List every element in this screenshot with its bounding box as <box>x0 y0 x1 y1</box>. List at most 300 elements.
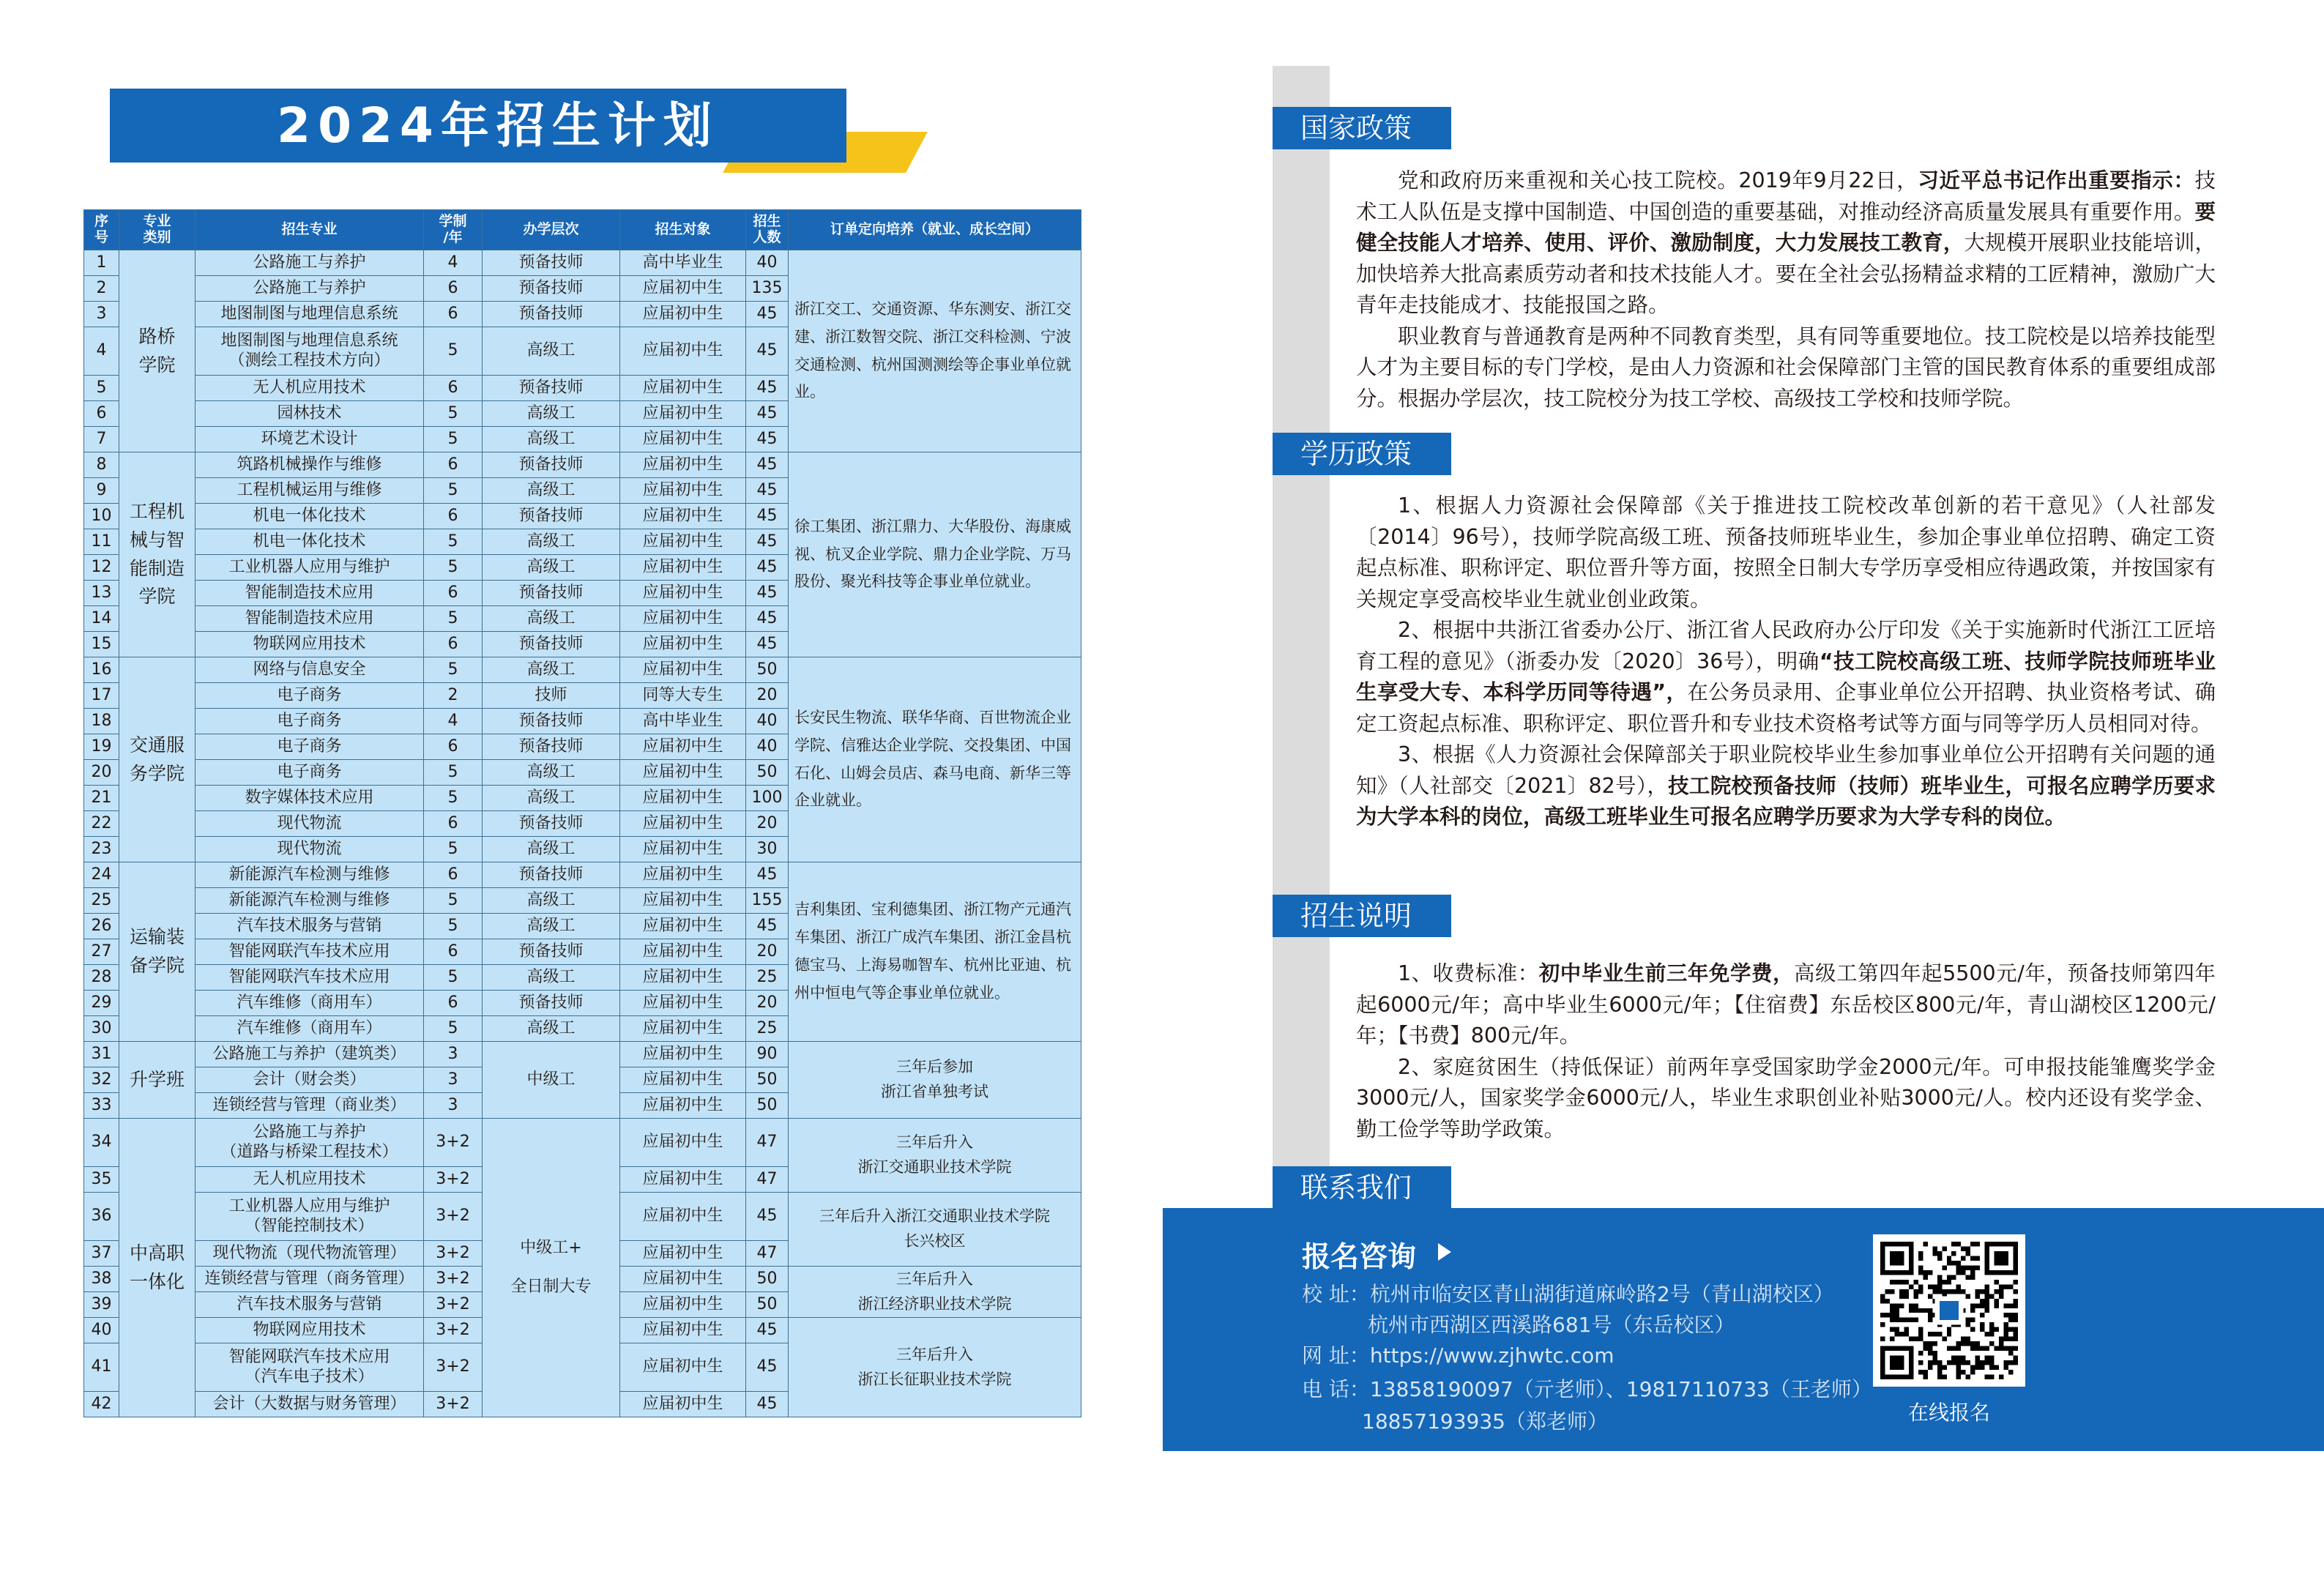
phone-label: 电 话： <box>1302 1377 1370 1401</box>
major-cell: 新能源汽车检测与维修 <box>195 862 424 888</box>
paragraph <box>1356 491 2216 615</box>
table-row <box>84 452 1081 478</box>
years-cell: 6 <box>424 504 483 529</box>
level-cell: 预备技师 <box>483 632 620 657</box>
major-cell: 筑路机械操作与维修 <box>195 452 424 478</box>
training-cell: 三年后升入浙江交通职业技术学院 长兴校区 <box>789 1193 1081 1267</box>
row-number: 38 <box>84 1267 119 1292</box>
target-cell: 应届初中生 <box>620 1343 746 1392</box>
target-cell: 应届初中生 <box>620 1267 746 1292</box>
target-cell: 应届初中生 <box>620 837 746 862</box>
emphasis-text: 技工院校预备技师（技师）班毕业生，可报名应聘学历要求为大学本科的岗位，高级工班毕业生可报名应聘学历要求为大学专科的岗位。 <box>1356 773 2216 829</box>
row-number: 4 <box>84 327 119 376</box>
row-number: 27 <box>84 939 119 965</box>
table-header-cell: 专业 类别 <box>119 210 195 250</box>
row-number: 24 <box>84 862 119 888</box>
page-title: 2024年招生计划 <box>277 97 719 154</box>
training-cell: 浙江交工、交通资源、华东测安、浙江交建、浙江数智交院、浙江交科检测、宁波交通检测、杭州国测测绘等企事业单位就业。 <box>789 250 1081 452</box>
years-cell: 3+2 <box>424 1292 483 1318</box>
level-cell: 高级工 <box>483 606 620 632</box>
count-cell: 45 <box>746 1318 789 1343</box>
count-cell: 155 <box>746 888 789 914</box>
years-cell: 5 <box>424 529 483 555</box>
contact-heading: 报名咨询 <box>1302 1241 1417 1274</box>
count-cell: 135 <box>746 276 789 302</box>
years-cell: 4 <box>424 709 483 734</box>
years-cell: 3 <box>424 1093 483 1119</box>
years-cell: 6 <box>424 452 483 478</box>
target-cell: 应届初中生 <box>620 760 746 786</box>
body-text: 2、家庭贫困生（持低保证）前两年享受国家助学金2000元/年。可申报技能雏鹰奖学金3000元/人，国家奖学金6000元/人，毕业生求职创业补贴3000元/人。校内还设有奖学金、勤工俭学等助学政策。 <box>1356 1054 2216 1141</box>
count-cell: 20 <box>746 811 789 837</box>
years-cell: 6 <box>424 862 483 888</box>
count-cell: 45 <box>746 606 789 632</box>
level-cell: 预备技师 <box>483 452 620 478</box>
table-header-cell: 办学层次 <box>483 210 620 250</box>
years-cell: 5 <box>424 965 483 991</box>
target-cell: 应届初中生 <box>620 657 746 683</box>
training-cell: 吉利集团、宝利德集团、浙江物产元通汽车集团、浙江广成汽车集团、浙江金昌杭德宝马、上海易咖智车、杭州比亚迪、杭州中恒电气等企事业单位就业。 <box>789 862 1081 1042</box>
major-cell: 智能网联汽车技术应用 <box>195 939 424 965</box>
table-header-row <box>84 210 1081 250</box>
target-cell: 应届初中生 <box>620 862 746 888</box>
row-number: 19 <box>84 734 119 760</box>
major-cell: 现代物流（现代物流管理） <box>195 1241 424 1267</box>
level-cell: 预备技师 <box>483 250 620 276</box>
row-number: 2 <box>84 276 119 302</box>
years-cell: 6 <box>424 376 483 401</box>
section-tab-admission-notes: 招生说明 <box>1273 895 1451 937</box>
row-number: 21 <box>84 786 119 811</box>
major-cell: 公路施工与养护 <box>195 250 424 276</box>
target-cell: 应届初中生 <box>620 939 746 965</box>
count-cell: 45 <box>746 1193 789 1241</box>
major-cell: 电子商务 <box>195 760 424 786</box>
major-cell: 现代物流 <box>195 811 424 837</box>
major-cell: 智能制造技术应用 <box>195 581 424 606</box>
major-cell: 机电一体化技术 <box>195 529 424 555</box>
target-cell: 应届初中生 <box>620 1119 746 1167</box>
count-cell: 50 <box>746 1292 789 1318</box>
table-header-cell: 招生 人数 <box>746 210 789 250</box>
target-cell: 应届初中生 <box>620 1093 746 1119</box>
body-text: 职业教育与普通教育是两种不同教育类型，具有同等重要地位。技工院校是以培养技能型人才为主要目标的专门学校，是由人力资源和社会保障部门主管的国民教育体系的重要组成部分。根据办学层次，技工院校分为技工学校、高级技工学校和技师学院。 <box>1356 324 2216 411</box>
row-number: 42 <box>84 1392 119 1417</box>
target-cell: 应届初中生 <box>620 401 746 427</box>
side-decoration-bar <box>1273 66 1330 1207</box>
emphasis-text: 要健全技能人才培养、使用、评价、激励制度，大力发展技工教育， <box>1356 199 2216 255</box>
major-cell: 工程机械运用与维修 <box>195 478 424 504</box>
level-cell: 预备技师 <box>483 709 620 734</box>
table-row <box>84 657 1081 683</box>
level-cell: 预备技师 <box>483 581 620 606</box>
row-number: 37 <box>84 1241 119 1267</box>
row-number: 35 <box>84 1167 119 1193</box>
major-cell: 地图制图与地理信息系统 （测绘工程技术方向） <box>195 327 424 376</box>
row-number: 36 <box>84 1193 119 1241</box>
title-banner <box>110 89 846 163</box>
training-cell: 徐工集团、浙江鼎力、大华股份、海康威视、杭叉企业学院、鼎力企业学院、万马股份、聚光科技等企事业单位就业。 <box>789 452 1081 657</box>
major-cell: 工业机器人应用与维护 （智能控制技术） <box>195 1193 424 1241</box>
education-policy-text <box>1356 491 2216 833</box>
years-cell: 3+2 <box>424 1167 483 1193</box>
major-cell: 连锁经营与管理（商务管理） <box>195 1267 424 1292</box>
years-cell: 5 <box>424 786 483 811</box>
row-number: 14 <box>84 606 119 632</box>
major-cell: 工业机器人应用与维护 <box>195 555 424 581</box>
major-cell: 机电一体化技术 <box>195 504 424 529</box>
target-cell: 应届初中生 <box>620 555 746 581</box>
level-cell: 预备技师 <box>483 276 620 302</box>
target-cell: 应届初中生 <box>620 504 746 529</box>
target-cell: 应届初中生 <box>620 1167 746 1193</box>
count-cell: 90 <box>746 1042 789 1067</box>
target-cell: 应届初中生 <box>620 1193 746 1241</box>
count-cell: 40 <box>746 250 789 276</box>
count-cell: 20 <box>746 939 789 965</box>
section-tab-education-policy: 学历政策 <box>1273 433 1451 475</box>
target-cell: 应届初中生 <box>620 734 746 760</box>
target-cell: 应届初中生 <box>620 786 746 811</box>
level-cell: 高级工 <box>483 837 620 862</box>
count-cell: 40 <box>746 709 789 734</box>
level-cell: 高级工 <box>483 327 620 376</box>
level-cell: 预备技师 <box>483 504 620 529</box>
row-number: 30 <box>84 1016 119 1042</box>
target-cell: 应届初中生 <box>620 276 746 302</box>
level-cell: 预备技师 <box>483 376 620 401</box>
years-cell: 3+2 <box>424 1267 483 1292</box>
count-cell: 45 <box>746 914 789 939</box>
years-cell: 5 <box>424 478 483 504</box>
row-number: 13 <box>84 581 119 606</box>
table-header-cell: 招生对象 <box>620 210 746 250</box>
address-1: 杭州市临安区青山湖街道麻岭路2号（青山湖校区） <box>1369 1282 1834 1306</box>
level-cell: 高级工 <box>483 914 620 939</box>
target-cell: 应届初中生 <box>620 478 746 504</box>
level-cell: 预备技师 <box>483 302 620 327</box>
level-cell: 高级工 <box>483 965 620 991</box>
emphasis-text: “技工院校高级工班、技师学院技师班毕业生享受大专、本科学历同等待遇”， <box>1356 649 2216 704</box>
body-text: 1、收费标准： <box>1398 961 1539 985</box>
level-cell: 高级工 <box>483 401 620 427</box>
target-cell: 应届初中生 <box>620 302 746 327</box>
contact-panel <box>1163 1208 2324 1451</box>
target-cell: 应届初中生 <box>620 452 746 478</box>
years-cell: 3 <box>424 1042 483 1067</box>
section-tab-national-policy: 国家政策 <box>1273 107 1451 149</box>
category-cell: 路桥 学院 <box>119 250 195 452</box>
row-number: 32 <box>84 1067 119 1093</box>
count-cell: 45 <box>746 581 789 606</box>
paragraph <box>1356 165 2216 321</box>
paragraph <box>1356 321 2216 415</box>
body-text: 1、根据人力资源社会保障部《关于推进技工院校改革创新的若干意见》（人社部发〔2014〕96号），技师学院高级工班、预备技师班毕业生，参加企事业单位招聘、确定工资起点标准、职称评定、职位晋升等方面，按照全日制大专学历享受相应待遇政策，并按国家有关规定享受高校毕业生就业创业政策。 <box>1356 493 2216 611</box>
phone-1: 13858190097（亓老师）、19817110733（王老师） <box>1369 1377 1872 1401</box>
target-cell: 应届初中生 <box>620 427 746 452</box>
category-cell: 升学班 <box>119 1042 195 1119</box>
row-number: 20 <box>84 760 119 786</box>
row-number: 28 <box>84 965 119 991</box>
website-label: 网 址： <box>1302 1343 1370 1368</box>
phone-line-1 <box>1302 1373 1872 1403</box>
level-cell: 高级工 <box>483 1016 620 1042</box>
years-cell: 3 <box>424 1067 483 1093</box>
table-header-cell: 订单定向培养（就业、成长空间） <box>789 210 1081 250</box>
years-cell: 3+2 <box>424 1343 483 1392</box>
years-cell: 5 <box>424 1016 483 1042</box>
count-cell: 50 <box>746 760 789 786</box>
years-cell: 6 <box>424 939 483 965</box>
paragraph <box>1356 958 2216 1052</box>
count-cell: 20 <box>746 991 789 1016</box>
years-cell: 5 <box>424 427 483 452</box>
count-cell: 40 <box>746 734 789 760</box>
row-number: 18 <box>84 709 119 734</box>
row-number: 29 <box>84 991 119 1016</box>
target-cell: 应届初中生 <box>620 1292 746 1318</box>
emphasis-text: 习近平总书记作出重要指示： <box>1918 168 2195 193</box>
target-cell: 应届初中生 <box>620 888 746 914</box>
qr-caption: 在线报名 <box>1907 1401 1990 1425</box>
count-cell: 50 <box>746 657 789 683</box>
table-row <box>84 250 1081 276</box>
major-cell: 会计（财会类） <box>195 1067 424 1093</box>
count-cell: 45 <box>746 302 789 327</box>
major-cell: 新能源汽车检测与维修 <box>195 888 424 914</box>
count-cell: 45 <box>746 555 789 581</box>
category-cell: 运输装 备学院 <box>119 862 195 1042</box>
table-header-cell: 招生专业 <box>195 210 424 250</box>
section-tab-contact: 联系我们 <box>1273 1166 1451 1212</box>
major-cell: 网络与信息安全 <box>195 657 424 683</box>
years-cell: 6 <box>424 734 483 760</box>
target-cell: 应届初中生 <box>620 606 746 632</box>
count-cell: 47 <box>746 1119 789 1167</box>
major-cell: 电子商务 <box>195 709 424 734</box>
years-cell: 3+2 <box>424 1392 483 1417</box>
row-number: 3 <box>84 302 119 327</box>
row-number: 5 <box>84 376 119 401</box>
body-text: 2、根据中共浙江省委办公厅、浙江省人民政府办公厅印发《关于实施新时代浙江工匠培育工程的意见》（浙委办发〔2020〕36号），明确 <box>1356 618 2216 674</box>
years-cell: 6 <box>424 632 483 657</box>
training-cell: 三年后参加 浙江省单独考试 <box>789 1042 1081 1119</box>
level-cell: 中级工 <box>483 1042 620 1119</box>
years-cell: 2 <box>424 683 483 709</box>
major-cell: 汽车技术服务与营销 <box>195 1292 424 1318</box>
row-number: 25 <box>84 888 119 914</box>
years-cell: 4 <box>424 250 483 276</box>
level-cell: 高级工 <box>483 529 620 555</box>
count-cell: 45 <box>746 529 789 555</box>
major-cell: 汽车维修（商用车） <box>195 1016 424 1042</box>
target-cell: 应届初中生 <box>620 811 746 837</box>
years-cell: 5 <box>424 760 483 786</box>
row-number: 26 <box>84 914 119 939</box>
row-number: 16 <box>84 657 119 683</box>
row-number: 9 <box>84 478 119 504</box>
training-cell: 三年后升入 浙江交通职业技术学院 <box>789 1119 1081 1193</box>
address-line-1 <box>1302 1278 1834 1308</box>
row-number: 7 <box>84 427 119 452</box>
count-cell: 100 <box>746 786 789 811</box>
target-cell: 应届初中生 <box>620 327 746 376</box>
count-cell: 45 <box>746 1343 789 1392</box>
target-cell: 应届初中生 <box>620 632 746 657</box>
major-cell: 汽车技术服务与营销 <box>195 914 424 939</box>
major-cell: 无人机应用技术 <box>195 1167 424 1193</box>
table-row <box>84 1042 1081 1067</box>
body-text: 高级工第四年起5500元/年，预备技师第四年起6000元/年；高中毕业生6000元/年；【住宿费】东岳校区800元/年，青山湖校区1200元/年；【书费】800元/年。 <box>1356 961 2216 1048</box>
major-cell: 公路施工与养护 <box>195 276 424 302</box>
row-number: 10 <box>84 504 119 529</box>
years-cell: 5 <box>424 914 483 939</box>
paragraph <box>1356 1052 2216 1146</box>
target-cell: 应届初中生 <box>620 1042 746 1067</box>
level-cell: 中级工+ 全日制大专 <box>483 1119 620 1417</box>
body-text: 党和政府历来重视和关心技工院校。2019年9月22日， <box>1398 168 1918 193</box>
row-number: 1 <box>84 250 119 276</box>
count-cell: 45 <box>746 401 789 427</box>
table-row <box>84 1119 1081 1167</box>
training-cell: 长安民生物流、联华华商、百世物流企业学院、信雅达企业学院、交投集团、中国石化、山姆会员店、森马电商、新华三等企业就业。 <box>789 657 1081 862</box>
row-number: 15 <box>84 632 119 657</box>
count-cell: 45 <box>746 376 789 401</box>
major-cell: 数字媒体技术应用 <box>195 786 424 811</box>
row-number: 31 <box>84 1042 119 1067</box>
count-cell: 45 <box>746 504 789 529</box>
years-cell: 6 <box>424 276 483 302</box>
paragraph <box>1356 615 2216 739</box>
row-number: 41 <box>84 1343 119 1392</box>
level-cell: 高级工 <box>483 427 620 452</box>
national-policy-text <box>1356 165 2216 414</box>
count-cell: 47 <box>746 1167 789 1193</box>
category-cell: 工程机 械与智 能制造 学院 <box>119 452 195 657</box>
count-cell: 45 <box>746 327 789 376</box>
years-cell: 6 <box>424 581 483 606</box>
major-cell: 无人机应用技术 <box>195 376 424 401</box>
target-cell: 应届初中生 <box>620 1241 746 1267</box>
target-cell: 高中毕业生 <box>620 250 746 276</box>
table-row <box>84 862 1081 888</box>
play-arrow-icon <box>1438 1243 1451 1261</box>
years-cell: 3+2 <box>424 1193 483 1241</box>
major-cell: 物联网应用技术 <box>195 632 424 657</box>
target-cell: 高中毕业生 <box>620 709 746 734</box>
level-cell: 高级工 <box>483 760 620 786</box>
row-number: 22 <box>84 811 119 837</box>
years-cell: 5 <box>424 888 483 914</box>
target-cell: 应届初中生 <box>620 914 746 939</box>
years-cell: 5 <box>424 657 483 683</box>
row-number: 8 <box>84 452 119 478</box>
years-cell: 3+2 <box>424 1119 483 1167</box>
major-cell: 地图制图与地理信息系统 <box>195 302 424 327</box>
row-number: 33 <box>84 1093 119 1119</box>
count-cell: 50 <box>746 1067 789 1093</box>
years-cell: 6 <box>424 991 483 1016</box>
count-cell: 47 <box>746 1241 789 1267</box>
target-cell: 同等大专生 <box>620 683 746 709</box>
years-cell: 5 <box>424 837 483 862</box>
level-cell: 技师 <box>483 683 620 709</box>
target-cell: 应届初中生 <box>620 1392 746 1417</box>
enrollment-plan-table <box>83 209 1081 1417</box>
level-cell: 高级工 <box>483 786 620 811</box>
major-cell: 现代物流 <box>195 837 424 862</box>
target-cell: 应届初中生 <box>620 991 746 1016</box>
level-cell: 预备技师 <box>483 734 620 760</box>
years-cell: 6 <box>424 302 483 327</box>
major-cell: 电子商务 <box>195 734 424 760</box>
years-cell: 6 <box>424 811 483 837</box>
years-cell: 3+2 <box>424 1241 483 1267</box>
row-number: 34 <box>84 1119 119 1167</box>
level-cell: 高级工 <box>483 657 620 683</box>
count-cell: 45 <box>746 632 789 657</box>
body-text: 3、根据《人力资源社会保障部关于职业院校毕业生参加事业单位公开招聘有关问题的通知》（人社部交〔2021〕82号）， <box>1356 742 2216 798</box>
target-cell: 应届初中生 <box>620 1067 746 1093</box>
target-cell: 应届初中生 <box>620 1016 746 1042</box>
level-cell: 高级工 <box>483 555 620 581</box>
target-cell: 应届初中生 <box>620 965 746 991</box>
row-number: 11 <box>84 529 119 555</box>
count-cell: 50 <box>746 1267 789 1292</box>
target-cell: 应届初中生 <box>620 529 746 555</box>
major-cell: 汽车维修（商用车） <box>195 991 424 1016</box>
count-cell: 20 <box>746 683 789 709</box>
years-cell: 5 <box>424 401 483 427</box>
years-cell: 3+2 <box>424 1318 483 1343</box>
years-cell: 5 <box>424 555 483 581</box>
level-cell: 高级工 <box>483 888 620 914</box>
website-link[interactable]: https://www.zjhwtc.com <box>1369 1343 1614 1368</box>
target-cell: 应届初中生 <box>620 1318 746 1343</box>
major-cell: 连锁经营与管理（商业类） <box>195 1093 424 1119</box>
website-line <box>1302 1340 1614 1369</box>
admission-notes-text <box>1356 958 2216 1145</box>
target-cell: 应届初中生 <box>620 376 746 401</box>
major-cell: 园林技术 <box>195 401 424 427</box>
category-cell: 中高职 一体化 <box>119 1119 195 1417</box>
body-text: 在公务员录用、企事业单位公开招聘、执业资格考试、确定工资起点标准、职称评定、职位晋升和专业技术资格考试等方面与同等学历人员相同对待。 <box>1356 680 2216 736</box>
major-cell: 电子商务 <box>195 683 424 709</box>
level-cell: 预备技师 <box>483 862 620 888</box>
count-cell: 45 <box>746 1392 789 1417</box>
major-cell: 智能制造技术应用 <box>195 606 424 632</box>
major-cell: 智能网联汽车技术应用 （汽车电子技术） <box>195 1343 424 1392</box>
table-header-cell: 序 号 <box>84 210 119 250</box>
address-line-2: 杭州市西湖区西溪路681号（东岳校区） <box>1368 1313 1735 1337</box>
phone-line-2: 18857193935（郑老师） <box>1362 1409 1608 1434</box>
years-cell: 5 <box>424 606 483 632</box>
major-cell: 公路施工与养护 （道路与桥梁工程技术） <box>195 1119 424 1167</box>
major-cell: 智能网联汽车技术应用 <box>195 965 424 991</box>
row-number: 23 <box>84 837 119 862</box>
row-number: 12 <box>84 555 119 581</box>
level-cell: 高级工 <box>483 478 620 504</box>
level-cell: 预备技师 <box>483 991 620 1016</box>
major-cell: 物联网应用技术 <box>195 1318 424 1343</box>
qr-code-icon[interactable] <box>1873 1234 2025 1387</box>
training-cell: 三年后升入 浙江长征职业技术学院 <box>789 1318 1081 1417</box>
table-header-cell: 学制 /年 <box>424 210 483 250</box>
row-number: 39 <box>84 1292 119 1318</box>
years-cell: 5 <box>424 327 483 376</box>
body-text: 技术工人队伍是支撑中国制造、中国创造的重要基础，对推动经济高质量发展具有重要作用。 <box>1356 168 2216 224</box>
count-cell: 45 <box>746 862 789 888</box>
